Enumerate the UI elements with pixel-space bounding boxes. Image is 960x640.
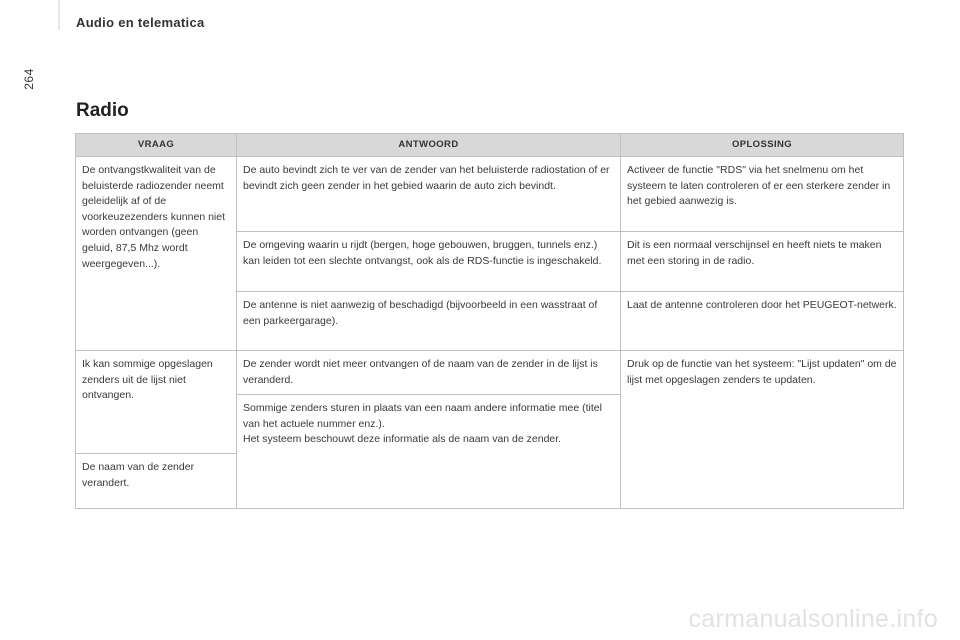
solution-cell: Activeer de functie "RDS" via het snelmenu om het systeem te laten controleren of er een sterkere zender in het gebied aanwezig is. (621, 157, 904, 232)
header-vraag: VRAAG (76, 134, 237, 157)
question-cell: De naam van de zender verandert. (76, 454, 237, 509)
side-rule (58, 0, 60, 30)
solution-cell: Laat de antenne controleren door het PEUGEOT-netwerk. (621, 292, 904, 351)
troubleshooting-table (75, 133, 904, 509)
page-title: Radio (76, 100, 129, 121)
answer-cell: De auto bevindt zich te ver van de zender van het beluisterde radiostation of er bevindt zich geen zender in het gebied waarin de auto zich bevindt. (237, 157, 621, 232)
table-row (76, 351, 904, 395)
answer-cell: De zender wordt niet meer ontvangen of de naam van de zender in de lijst is veranderd. (237, 351, 621, 395)
header-oplossing: OPLOSSING (621, 134, 904, 157)
question-cell: De ontvangstkwaliteit van de beluisterde radiozender neemt geleidelijk af of de voorkeuzezenders kunnen niet worden ontvangen (geen geluid, 87,5 Mhz wordt weergegeven...). (76, 157, 237, 351)
solution-cell: Dit is een normaal verschijnsel en heeft niets te maken met een storing in de radio. (621, 232, 904, 292)
section-header: Audio en telematica (76, 15, 205, 30)
solution-cell: Druk op de functie van het systeem: "Lijst updaten" om de lijst met opgeslagen zenders te updaten. (621, 351, 904, 509)
header-antwoord: ANTWOORD (237, 134, 621, 157)
answer-cell: De omgeving waarin u rijdt (bergen, hoge gebouwen, bruggen, tunnels enz.) kan leiden tot een slechte ontvangst, ook als de RDS-functie is ingeschakeld. (237, 232, 621, 292)
answer-cell: Sommige zenders sturen in plaats van een naam andere informatie mee (titel van het actuele nummer enz.). Het systeem beschouwt deze informatie als de naam van de zender. (237, 395, 621, 509)
page-number: 264 (21, 68, 36, 90)
table-header-row (76, 134, 904, 157)
table-row (76, 157, 904, 232)
watermark: carmanualsonline.info (688, 605, 938, 633)
answer-cell: De antenne is niet aanwezig of beschadigd (bijvoorbeeld in een wasstraat of een parkeergarage). (237, 292, 621, 351)
question-cell: Ik kan sommige opgeslagen zenders uit de lijst niet ontvangen. (76, 351, 237, 454)
